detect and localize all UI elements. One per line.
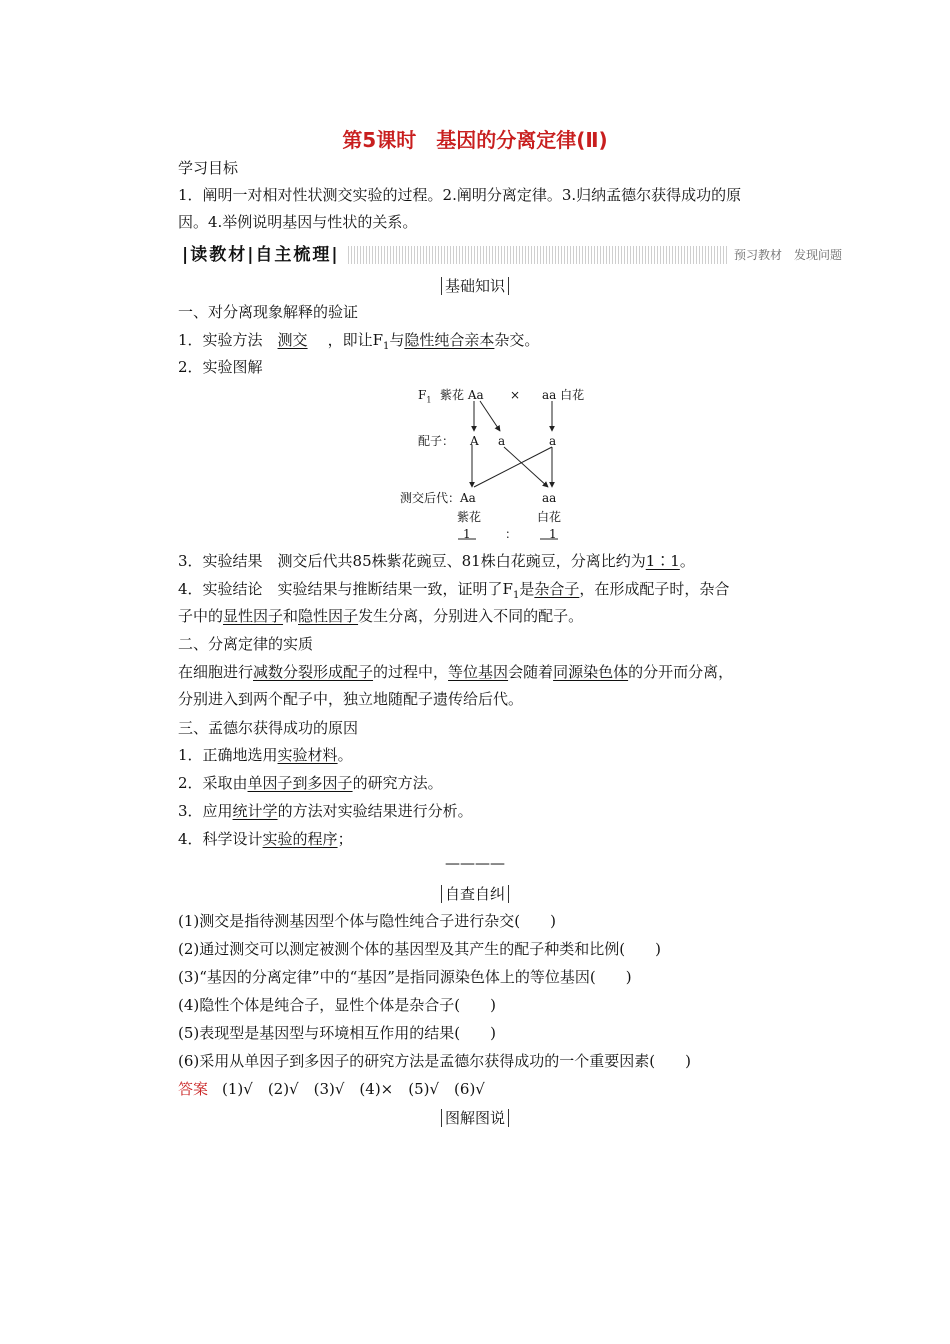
answer-values: (1)√ (2)√ (3)√ (4)× (5)√ (6)√ [222,1080,485,1098]
answer-homologous: 同源染色体 [553,663,629,681]
self-check-label: 自查自纠 [0,884,950,904]
reason-2: 2．采取由单因子到多因子的研究方法。 [178,774,443,792]
answer-dominant-factor: 显性因子 [223,607,284,625]
diagram-gamete-label: 配子： [418,434,455,448]
section-banner [178,244,848,266]
answer-method: 单因子到多因子 [247,774,353,792]
result-line: 3．实验结果 测交后代共85株紫花豌豆、81株白花豌豆，分离比约为1∶1。 [178,552,695,570]
method-line: 1．实验方法 测交 ，即让$F_1$与隐性纯合亲本杂交。 [178,331,540,352]
goals-line-1: 1．阐明一对相对性状测交实验的过程。2.阐明分离定律。3.归纳孟德尔获得成功的原 [178,186,742,204]
diagram-purple-parent: 紫花 Aa [440,388,484,402]
section-2-heading: 二、分离定律的实质 [178,635,314,653]
diagram-white-parent: aa 白花 [542,388,585,402]
conclusion-line-2: 子中的显性因子和隐性因子发生分离，分别进入不同的配子。 [178,607,584,625]
answer-statistics: 统计学 [232,802,278,820]
check-q2: (2)通过测交可以测定被测个体的基因型及其产生的配子种类和比例( ) [178,940,661,958]
diagram-gamete-a2: a [549,434,557,448]
answer-label: 答案 [178,1080,209,1098]
diagram-ratio-1: 1 [463,527,471,541]
answer-testcross: 测交 [277,331,308,349]
check-q1: (1)测交是指待测基因型个体与隐性纯合子进行杂交( ) [178,912,556,930]
answer-line [178,1079,485,1099]
diagram-white: 白花 [537,510,562,524]
goals-heading: 学习目标 [178,159,239,177]
conclusion-line-1: 4．实验结论 实验结果与推断结果一致，证明了$F_1$是杂合子，在形成配子时，杂合 [178,580,730,601]
answer-recessive-factor: 隐性因子 [298,607,359,625]
banner-subtitle: 预习教材 发现问题 [728,246,848,264]
essence-line-1: 在细胞进行减数分裂形成配子的过程中，等位基因会随着同源染色体的分开而分离， [178,663,734,681]
answer-procedure: 实验的程序 [262,830,338,848]
diagram-heading: 2．实验图解 [178,358,263,376]
answer-ratio: 1∶1 [645,552,680,570]
diagram-ratio-colon: ： [505,527,518,541]
arrow-parent-to-a [480,401,500,431]
page-title: 第5课时 基因的分离定律(Ⅱ) [342,128,608,152]
answer-meiosis: 减数分裂形成配子 [253,663,374,681]
testcross-diagram [400,385,600,545]
section-3-heading: 三、孟德尔获得成功的原因 [178,719,359,737]
diagram-cross: × [510,388,521,402]
answer-recessive-parent: 隐性纯合亲本 [404,331,495,349]
check-q5: (5)表现型是基因型与环境相互作用的结果( ) [178,1024,496,1042]
diagram-purple: 紫花 [457,510,482,524]
answer-heterozygote: 杂合子 [534,580,580,598]
answer-allele: 等位基因 [448,663,509,681]
section-1-heading: 一、对分离现象解释的验证 [178,303,359,321]
diagram-offspring-label: 测交后代：Aa [400,491,476,505]
arrow-a2-to-Aa [474,447,552,487]
essence-line-2: 分别进入到两个配子中，独立地随配子遗传给后代。 [178,690,524,708]
goals-line-2: 因。4.举例说明基因与性状的关系。 [178,213,418,231]
check-q4: (4)隐性个体是纯合子，显性个体是杂合子( ) [178,996,496,1014]
check-q3: (3)“基因的分离定律”中的“基因”是指同源染色体上的等位基因( ) [178,968,632,986]
diagram-offspring-aa: aa [542,491,557,505]
diagram-gamete-a: a [498,434,506,448]
banner-title: |读教材|自主梳理| [178,244,344,266]
arrow-a-to-aa [504,447,548,487]
reason-1: 1．正确地选用实验材料。 [178,746,353,764]
diagram-gamete-A: A [470,434,479,448]
diagram-ratio-2: 1 [549,527,557,541]
diagram-f1-label: $F_1$ [418,388,432,405]
answer-material: 实验材料 [277,746,338,764]
reason-4: 4．科学设计实验的程序； [178,830,353,848]
dash-divider: ———— [445,854,505,872]
reason-3: 3．应用统计学的方法对实验结果进行分析。 [178,802,473,820]
basic-knowledge-label: 基础知识 [0,276,950,296]
check-q6: (6)采用从单因子到多因子的研究方法是孟德尔获得成功的一个重要因素( ) [178,1052,691,1070]
figure-section-label: 图解图说 [0,1108,950,1128]
